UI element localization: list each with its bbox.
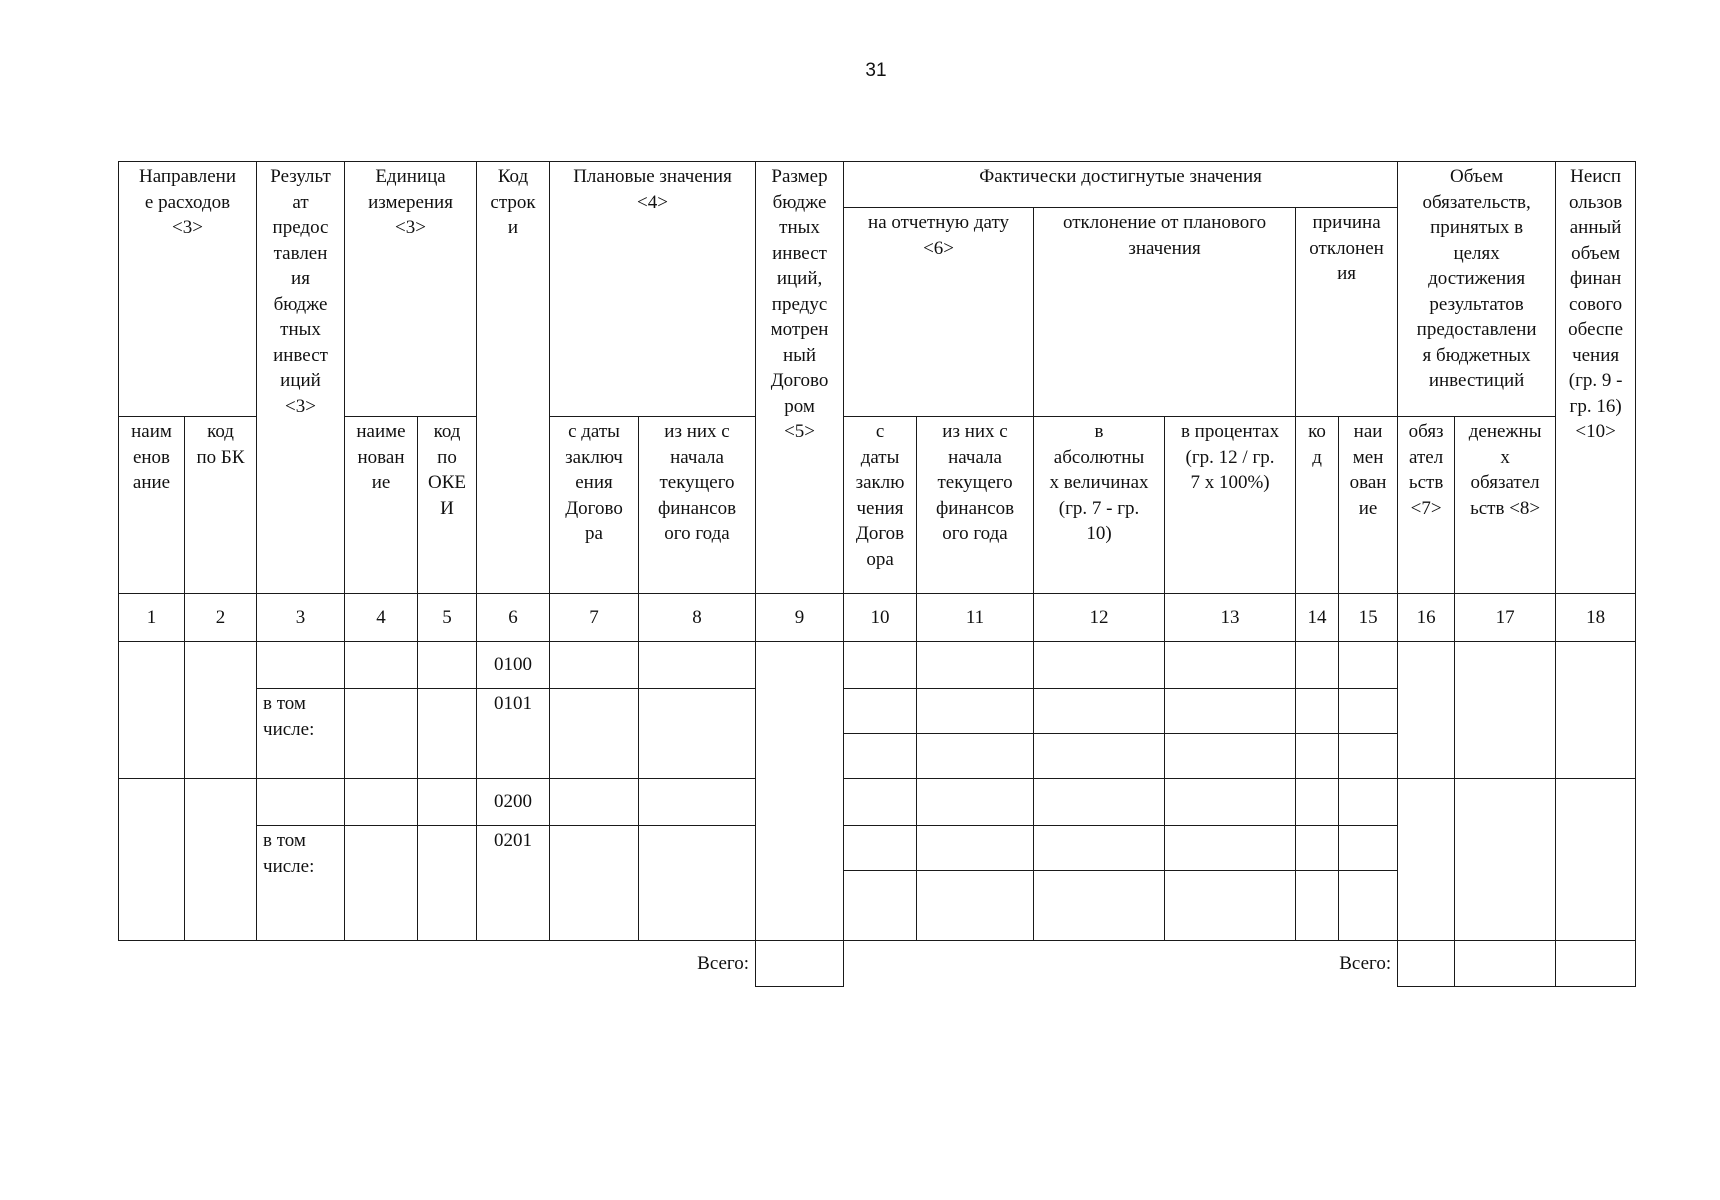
header-unit-name: наиме нован ие [345, 417, 418, 594]
header-actual-values: Фактически достигнутые значения [844, 162, 1398, 208]
cell-dev-abs-b-sub2[interactable] [1034, 871, 1165, 941]
page-number: 31 [865, 60, 887, 81]
cell-budget-code-a[interactable] [185, 642, 257, 779]
header-reason-code: ко д [1296, 417, 1339, 594]
column-number: 16 [1398, 594, 1455, 642]
header-budget-code: код по БК [185, 417, 257, 594]
column-number: 11 [917, 594, 1034, 642]
cell-actual-contract-a[interactable] [844, 642, 917, 689]
cell-planned-contract-a[interactable] [550, 642, 639, 689]
column-number: 5 [418, 594, 477, 642]
cell-dev-pct-b-sub1[interactable] [1165, 826, 1296, 871]
column-number: 13 [1165, 594, 1296, 642]
cell-planned-year-a[interactable] [639, 642, 756, 689]
cell-actual-year-a[interactable] [917, 642, 1034, 689]
header-deviation-percent: в процентах (гр. 12 / гр. 7 х 100%) [1165, 417, 1296, 594]
cell-actual-year-b-sub2[interactable] [917, 871, 1034, 941]
cell-planned-contract-b-sub[interactable] [550, 826, 639, 941]
column-number: 6 [477, 594, 550, 642]
cell-actual-year-b-sub1[interactable] [917, 826, 1034, 871]
cell-planned-year-a-sub[interactable] [639, 689, 756, 779]
column-number: 12 [1034, 594, 1165, 642]
header-line-code: Код строк и [477, 162, 550, 594]
header-expense-direction: Направлени е расходов <3> [119, 162, 257, 417]
cell-dev-abs-a[interactable] [1034, 642, 1165, 689]
cell-reason-name-b[interactable] [1339, 779, 1398, 826]
cell-actual-contract-a-sub1[interactable] [844, 689, 917, 734]
cell-actual-year-a-sub2[interactable] [917, 734, 1034, 779]
cell-reason-name-a[interactable] [1339, 642, 1398, 689]
cell-reason-code-a[interactable] [1296, 642, 1339, 689]
cell-unit-name-b-sub[interactable] [345, 826, 418, 941]
cell-actual-contract-b-sub2[interactable] [844, 871, 917, 941]
total-monetary[interactable] [1455, 941, 1556, 987]
cell-reason-name-b-sub2[interactable] [1339, 871, 1398, 941]
cell-unit-name-a[interactable] [345, 642, 418, 689]
cell-planned-contract-a-sub[interactable] [550, 689, 639, 779]
header-planned-values: Плановые значения <4> [550, 162, 756, 417]
cell-name-a[interactable] [119, 642, 185, 779]
cell-obligations-a[interactable] [1398, 642, 1455, 779]
cell-dev-abs-a-sub2[interactable] [1034, 734, 1165, 779]
report-table [118, 161, 1636, 987]
line-code-0100: 0100 [477, 642, 550, 689]
header-okei-code: код по ОКЕ И [418, 417, 477, 594]
including-label-b: в том числе: [257, 826, 345, 941]
cell-dev-pct-b[interactable] [1165, 779, 1296, 826]
line-code-0200: 0200 [477, 779, 550, 826]
cell-planned-year-b[interactable] [639, 779, 756, 826]
including-label-a: в том числе: [257, 689, 345, 779]
cell-reason-code-b[interactable] [1296, 779, 1339, 826]
column-number: 15 [1339, 594, 1398, 642]
column-number: 1 [119, 594, 185, 642]
cell-result-a[interactable] [257, 642, 345, 689]
cell-monetary-a[interactable] [1455, 642, 1556, 779]
header-result: Результ ат предос тавлен ия бюдже тных инвест иций <3> [257, 162, 345, 594]
total-budget-size[interactable] [756, 941, 844, 987]
total-label-right: Всего: [844, 941, 1398, 987]
header-deviation: отклонение от планового значения [1034, 208, 1296, 417]
column-number: 14 [1296, 594, 1339, 642]
total-unused[interactable] [1556, 941, 1636, 987]
cell-actual-contract-a-sub2[interactable] [844, 734, 917, 779]
cell-okei-b[interactable] [418, 779, 477, 826]
cell-budget-size[interactable] [756, 642, 844, 941]
header-unused-volume: Неисп ользов анный объем финан сового обеспе чения (гр. 9 - гр. 16) <10> [1556, 162, 1636, 594]
cell-planned-contract-b[interactable] [550, 779, 639, 826]
cell-actual-year-a-sub1[interactable] [917, 689, 1034, 734]
header-budget-size: Размер бюдже тных инвест иций, предус мотрен ный Догово ром <5> [756, 162, 844, 594]
column-number: 2 [185, 594, 257, 642]
column-number: 3 [257, 594, 345, 642]
cell-unused-b[interactable] [1556, 779, 1636, 941]
cell-name-b[interactable] [119, 779, 185, 941]
cell-reason-name-a-sub2[interactable] [1339, 734, 1398, 779]
cell-actual-contract-b-sub1[interactable] [844, 826, 917, 871]
header-unit: Единица измерения <3> [345, 162, 477, 417]
column-number: 18 [1556, 594, 1636, 642]
line-code-0201: 0201 [477, 826, 550, 941]
cell-monetary-b[interactable] [1455, 779, 1556, 941]
header-actual-current-year: из них с начала текущего финансов ого года [917, 417, 1034, 594]
cell-unit-name-a-sub[interactable] [345, 689, 418, 779]
cell-reason-name-a-sub1[interactable] [1339, 689, 1398, 734]
header-on-report-date: на отчетную дату <6> [844, 208, 1034, 417]
cell-result-b[interactable] [257, 779, 345, 826]
header-obligations-total: обяз ател ьств <7> [1398, 417, 1455, 594]
column-number: 17 [1455, 594, 1556, 642]
cell-planned-year-b-sub[interactable] [639, 826, 756, 941]
cell-reason-code-a-sub2[interactable] [1296, 734, 1339, 779]
header-obligations: Объем обязательств, принятых в целях достижения результатов предоставлени я бюджетных инвестиций [1398, 162, 1556, 417]
total-label-left: Всего: [119, 941, 756, 987]
column-number: 8 [639, 594, 756, 642]
header-planned-since-contract: с даты заключ ения Догово ра [550, 417, 639, 594]
header-actual-since-contract: с даты заклю чения Догов ора [844, 417, 917, 594]
header-name: наим енов ание [119, 417, 185, 594]
cell-obligations-b[interactable] [1398, 779, 1455, 941]
header-deviation-absolute: в абсолютны х величинах (гр. 7 - гр. 10) [1034, 417, 1165, 594]
cell-reason-name-b-sub1[interactable] [1339, 826, 1398, 871]
cell-budget-code-b[interactable] [185, 779, 257, 941]
cell-actual-contract-b[interactable] [844, 779, 917, 826]
cell-dev-pct-a[interactable] [1165, 642, 1296, 689]
cell-unused-a[interactable] [1556, 642, 1636, 779]
header-reason-name: наи мен ован ие [1339, 417, 1398, 594]
cell-unit-name-b[interactable] [345, 779, 418, 826]
cell-okei-b-sub[interactable] [418, 826, 477, 941]
column-number: 10 [844, 594, 917, 642]
line-code-0101: 0101 [477, 689, 550, 779]
total-obligations[interactable] [1398, 941, 1455, 987]
cell-reason-code-b-sub2[interactable] [1296, 871, 1339, 941]
column-number: 4 [345, 594, 418, 642]
cell-reason-code-a-sub1[interactable] [1296, 689, 1339, 734]
cell-okei-a[interactable] [418, 642, 477, 689]
cell-actual-year-b[interactable] [917, 779, 1034, 826]
cell-reason-code-b-sub1[interactable] [1296, 826, 1339, 871]
cell-dev-pct-a-sub1[interactable] [1165, 689, 1296, 734]
header-planned-current-year: из них с начала текущего финансов ого года [639, 417, 756, 594]
cell-dev-abs-b[interactable] [1034, 779, 1165, 826]
cell-dev-abs-b-sub1[interactable] [1034, 826, 1165, 871]
column-number: 9 [756, 594, 844, 642]
cell-dev-abs-a-sub1[interactable] [1034, 689, 1165, 734]
column-number: 7 [550, 594, 639, 642]
header-monetary-obligations: денежны х обязател ьств <8> [1455, 417, 1556, 594]
cell-dev-pct-b-sub2[interactable] [1165, 871, 1296, 941]
cell-okei-a-sub[interactable] [418, 689, 477, 779]
cell-dev-pct-a-sub2[interactable] [1165, 734, 1296, 779]
header-deviation-reason: причина отклонен ия [1296, 208, 1398, 417]
